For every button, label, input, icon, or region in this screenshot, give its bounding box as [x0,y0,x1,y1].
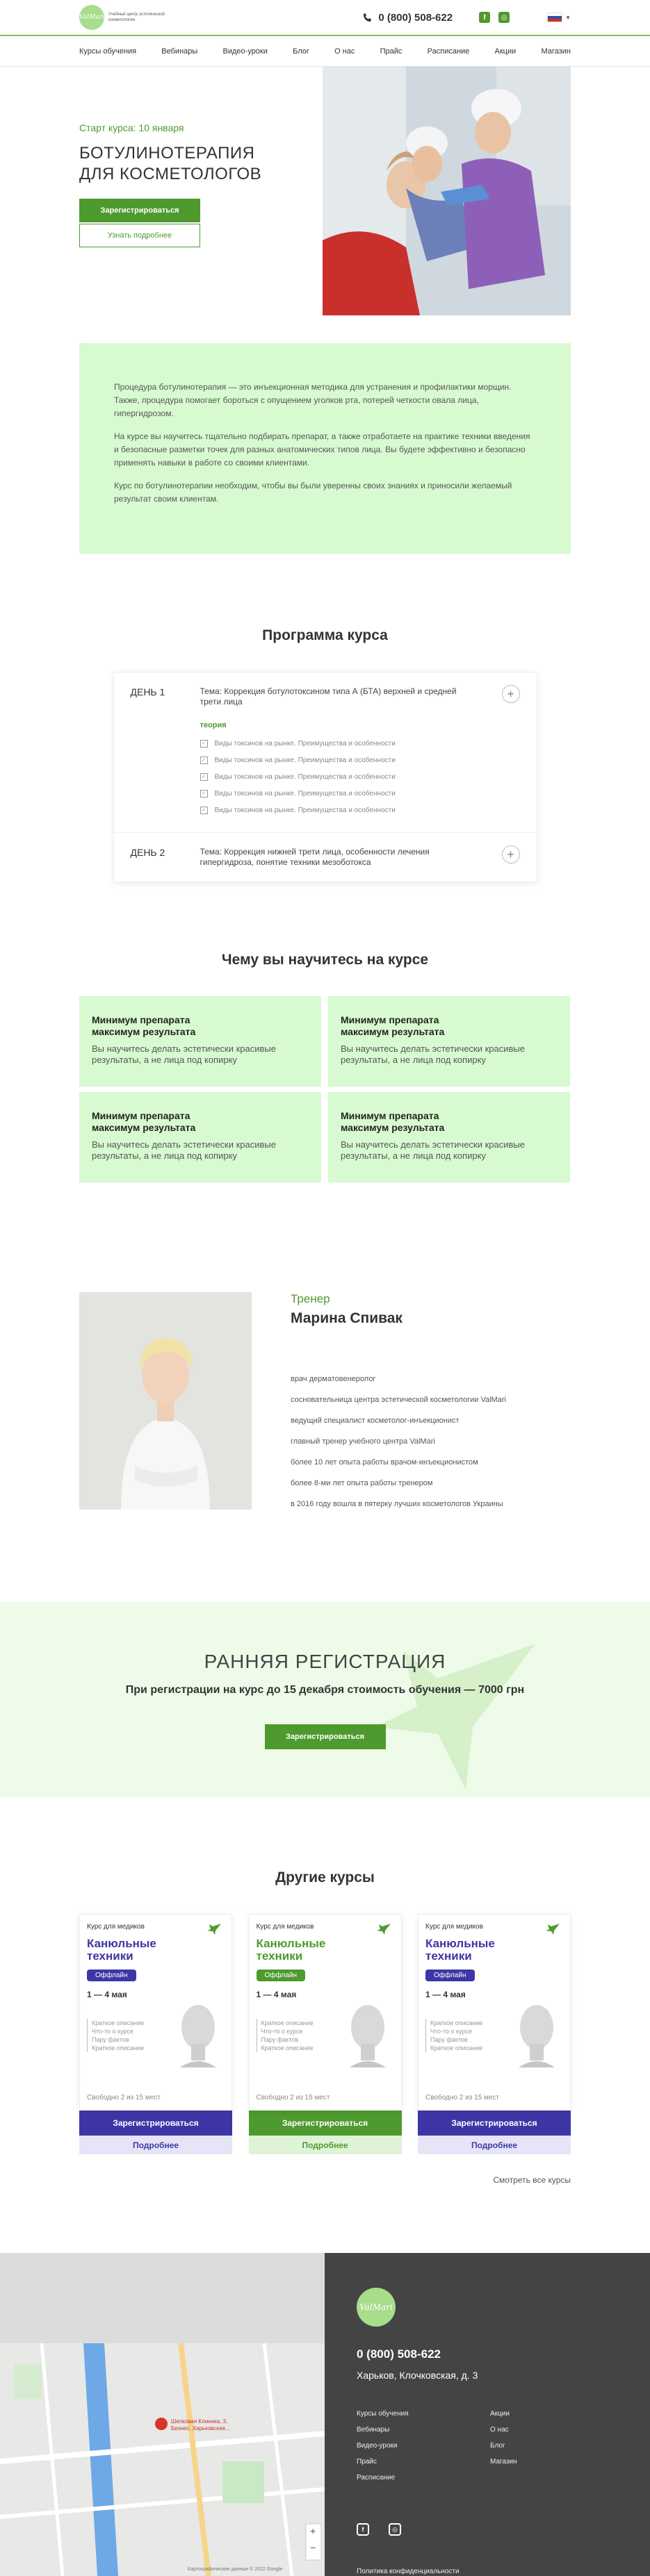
course-card [79,1914,232,2154]
learn-grid [79,996,571,1182]
check-icon: ✓ [200,740,208,748]
trainer-section [79,1292,571,1514]
trainer-role: Тренер [291,1292,330,1305]
courses-list [79,1914,571,2154]
course-start-date: Старт курса: 10 января [79,122,184,133]
trainer-photo [79,1292,252,1510]
learn-card-heading [92,1014,309,1038]
course-name [87,1938,225,1963]
trainer-fact: более 10 лет опыта работы врачом-инъекционистом [291,1458,478,1467]
program-title: Программа курса [262,627,388,643]
course-desc-line: Пару фактов [92,2036,129,2043]
nav-item[interactable]: Расписание [427,47,470,56]
course-name-line: Канюльные [87,1937,156,1950]
footer-info [325,2253,650,2576]
header-phone[interactable]: 0 (800) 508-622 [378,11,453,24]
language-flag-icon[interactable] [547,13,562,22]
course-description [425,2019,495,2052]
course-name [425,1938,563,1963]
footer-link[interactable]: Акции [490,2410,510,2418]
mannequin-head-image [343,2001,391,2067]
course-intro [79,343,571,554]
course-name [257,1938,394,1963]
course-card [418,1914,571,2154]
program-day-2[interactable] [114,832,537,882]
course-name-line: Канюльные [425,1937,495,1950]
program-day-1[interactable] [114,672,537,832]
details-button[interactable]: Узнать подробнее [79,224,200,247]
course-desc-line: Что-то о курсе [92,2028,134,2035]
expand-plus-icon[interactable]: + [502,685,520,703]
nav-item[interactable]: Видео-уроки [222,47,268,56]
nav-item[interactable]: Акции [494,47,517,56]
check-icon: ✓ [200,757,208,764]
free-seats: Свободно 2 из 15 мест [87,2094,161,2102]
course-register-button[interactable]: Зарегистрироваться [418,2111,571,2136]
facebook-icon[interactable]: f [479,12,490,23]
course-tag: Курс для медиков [256,1923,314,1931]
format-badge: Оффлайн [425,1970,475,1981]
hero-section [0,67,650,325]
learn-card-text: Вы научитесь делать эстетически красивые результаты, а не лица под копирку [341,1139,526,1161]
learn-card-heading [341,1110,558,1134]
footer-link[interactable]: Прайс [357,2458,377,2466]
learn-card [328,1092,570,1182]
learn-card-text: Вы научитесь делать эстетически красивые результаты, а не лица под копирку [92,1139,277,1161]
lesson-text: Виды токсинов на рынке. Преимущества и особенности [214,773,396,781]
course-dates: 1 — 4 мая [256,1990,297,1999]
learn-heading-line: Минимум препарата [92,1110,190,1121]
registration-subtitle: При регистрации на курс до 15 декабря стоимость обучения — 7000 грн [125,1684,525,1696]
map-zoom-in-button[interactable]: + [310,2525,316,2536]
course-desc-line: Что-то о курсе [261,2028,303,2035]
learn-heading-line: Минимум препарата [341,1014,439,1025]
hero-photo-illustration [323,67,571,315]
trainer-fact: в 2016 году вошла в пятерку лучших косметологов Украины [291,1500,503,1508]
trainer-fact: более 8-ми лет опыта работы тренером [291,1479,433,1487]
site-header [0,0,650,36]
course-card [249,1914,402,2154]
footer-link[interactable]: Магазин [490,2458,517,2466]
course-name-line: техники [256,1949,303,1963]
other-courses-title: Другие курсы [275,1869,375,1885]
trainer-fact: врач дерматовенеролог [291,1375,376,1383]
learn-card [328,996,570,1087]
intro-paragraph: Процедура ботулинотерапия — это инъекционная методика для устранения и профилактики морщин. Также, процедура помогает бороться с опущением уголков рта, потерей четкости овала лица, гипергидрозом. [114,382,512,418]
course-description [87,2019,156,2052]
day-topic: Тема: Коррекция ботулотоксином типа А (БТА) верхней и средней трети лица [200,686,457,707]
see-all-courses-link[interactable]: Смотреть все курсы [493,2175,571,2185]
footer-links [357,2410,650,2482]
day-label: ДЕНЬ 2 [130,847,165,858]
registration-button[interactable]: Зарегистрироваться [265,1724,386,1749]
trainer-name: Марина Спивак [291,1310,403,1326]
registration-title: РАННЯЯ РЕГИСТРАЦИЯ [204,1651,446,1672]
course-details-button[interactable]: Подробнее [249,2136,402,2154]
learn-card-text: Вы научитесь делать эстетически красивые результаты, а не лица под копирку [92,1043,277,1065]
bird-logo-icon [376,1923,391,1935]
format-badge: Оффлайн [87,1970,136,1981]
map-illustration [0,2253,325,2576]
course-desc-line: Пару фактов [261,2036,299,2043]
program-accordion [113,672,537,882]
trainer-fact: ведущий специалист косметолог-инъекционист [291,1417,460,1425]
course-tag: Курс для медиков [87,1923,145,1931]
course-tag: Курс для медиков [425,1923,483,1931]
learn-card-heading [341,1014,558,1038]
footer-link[interactable]: Курсы обучения [357,2410,409,2418]
privacy-policy-link[interactable]: Политика конфиденциальности [357,2568,460,2575]
lesson-text: Виды токсинов на рынке. Преимущества и особенности [214,806,396,814]
lesson-text: Виды токсинов на рынке. Преимущества и особенности [214,739,396,748]
map-copyright: Картографические данные © 2022 Google [188,2567,283,2572]
footer-link[interactable]: О нас [490,2426,509,2434]
learn-card [79,1092,321,1182]
course-details-button[interactable]: Подробнее [418,2136,571,2154]
day-label: ДЕНЬ 1 [130,686,165,697]
course-desc-line: Краткое описание [430,2045,483,2051]
course-desc-line: Краткое описание [261,2020,314,2026]
lesson-item [200,752,471,768]
expand-plus-icon[interactable]: + [502,845,520,864]
title-line: БОТУЛИНОТЕРАПИЯ [79,144,255,163]
map-pin-label: Шелковая Клиника, 3, Бизнес, Харьковская... [171,2418,230,2431]
location-map[interactable] [0,2253,325,2576]
learn-card [79,996,321,1087]
course-desc-line: Что-то о курсе [430,2028,473,2035]
theory-heading: теория [200,721,227,729]
instagram-icon[interactable]: ◎ [498,12,510,23]
main-nav [0,36,650,67]
learn-title: Чему вы научитесь на курсе [221,952,429,968]
footer-link[interactable]: Вебинары [357,2426,390,2434]
intro-paragraph: На курсе вы научитесь тщательно подбирать препарат, а также отработаете на практике техники введения и безопасные разметки точек для разных анатомических типов лица. Вы будете эффективно и безопасно применять навыки в работе со своими клиентами. [114,431,530,468]
bird-logo-icon [545,1923,560,1935]
nav-item[interactable]: Блог [293,47,309,56]
map-zoom-out-button[interactable]: − [310,2542,316,2553]
chevron-down-icon[interactable]: ▼ [565,14,571,21]
nav-item[interactable]: О нас [334,47,355,56]
logo-caption: Учебный центр эстетической косметологии [108,13,165,22]
course-register-button[interactable]: Зарегистрироваться [79,2111,232,2136]
footer-address: Харьков, Клочковская, д. 3 [357,2370,478,2381]
learn-card-heading [92,1110,309,1134]
register-button[interactable]: Зарегистрироваться [79,199,200,222]
learn-heading-line: максимум результата [92,1122,196,1133]
page-title [79,143,323,185]
site-footer [0,2253,650,2576]
course-desc-line: Краткое описание [92,2045,145,2051]
trainer-photo-illustration [79,1292,252,1510]
learn-heading-line: максимум результата [341,1122,445,1133]
course-register-button[interactable]: Зарегистрироваться [249,2111,402,2136]
check-icon: ✓ [200,807,208,814]
course-desc-line: Краткое описание [430,2020,483,2026]
title-line: ДЛЯ КОСМЕТОЛОГОВ [79,165,262,183]
intro-paragraph: Курс по ботулинотерапии необходим, чтобы вы были уверенны своих знаниях и приносили желаемый результат своим клиентам. [114,481,512,504]
learn-heading-line: максимум результата [92,1026,196,1037]
free-seats: Свободно 2 из 15 мест [425,2094,499,2102]
check-icon: ✓ [200,790,208,798]
footer-link[interactable]: Видео-уроки [357,2442,398,2450]
learn-heading-line: максимум результата [341,1026,445,1037]
trainer-fact: главный тренер учебного центра ValMari [291,1437,435,1446]
hero-image [323,67,571,315]
nav-item[interactable]: Курсы обучения [79,47,137,56]
lesson-item [200,802,471,818]
footer-phone[interactable]: 0 (800) 508-622 [357,2347,441,2361]
course-desc-line: Пару фактов [430,2036,468,2043]
day-topic: Тема: Коррекция нижней трети лица, особенности лечения гипергидроза, понятие техники мезоботокса [200,847,430,867]
lesson-item [200,768,471,785]
phone-icon [363,13,373,22]
format-badge: Оффлайн [257,1970,306,1981]
learn-heading-line: Минимум препарата [341,1110,439,1121]
course-name-line: Канюльные [256,1937,326,1950]
lesson-item [200,735,471,752]
footer-link[interactable]: Блог [490,2442,505,2450]
nav-item[interactable]: Вебинары [161,47,198,56]
footer-instagram-icon[interactable]: ◎ [389,2523,401,2536]
course-details-button[interactable]: Подробнее [79,2136,232,2154]
lesson-text: Виды токсинов на рынке. Преимущества и особенности [214,756,396,764]
course-dates: 1 — 4 мая [87,1990,127,1999]
mannequin-head-image [512,2001,560,2067]
mannequin-head-image [173,2001,222,2067]
learn-heading-line: Минимум препарата [92,1014,190,1025]
nav-item[interactable]: Прайс [380,47,403,56]
trainer-fact: сосновательница центра эстетической косметологии ValMari [291,1396,506,1404]
footer-logo[interactable]: ValMari [357,2288,396,2327]
check-icon: ✓ [200,773,208,781]
lesson-item [200,785,471,802]
bird-logo-icon [206,1923,222,1935]
footer-link[interactable]: Расписание [357,2474,396,2482]
lesson-text: Виды токсинов на рынке. Преимущества и особенности [214,789,396,798]
free-seats: Свободно 2 из 15 мест [256,2094,330,2102]
course-name-line: техники [425,1949,472,1963]
course-desc-line: Краткое описание [261,2045,314,2051]
early-registration-banner [0,1602,650,1797]
logo[interactable]: ValMari [79,5,104,30]
course-description [257,2019,326,2052]
learn-card-text: Вы научитесь делать эстетически красивые результаты, а не лица под копирку [341,1043,526,1065]
nav-item[interactable]: Магазин [541,47,571,56]
footer-facebook-icon[interactable]: f [357,2523,369,2536]
course-dates: 1 — 4 мая [425,1990,466,1999]
course-name-line: техники [87,1949,133,1963]
course-desc-line: Краткое описание [92,2020,145,2026]
